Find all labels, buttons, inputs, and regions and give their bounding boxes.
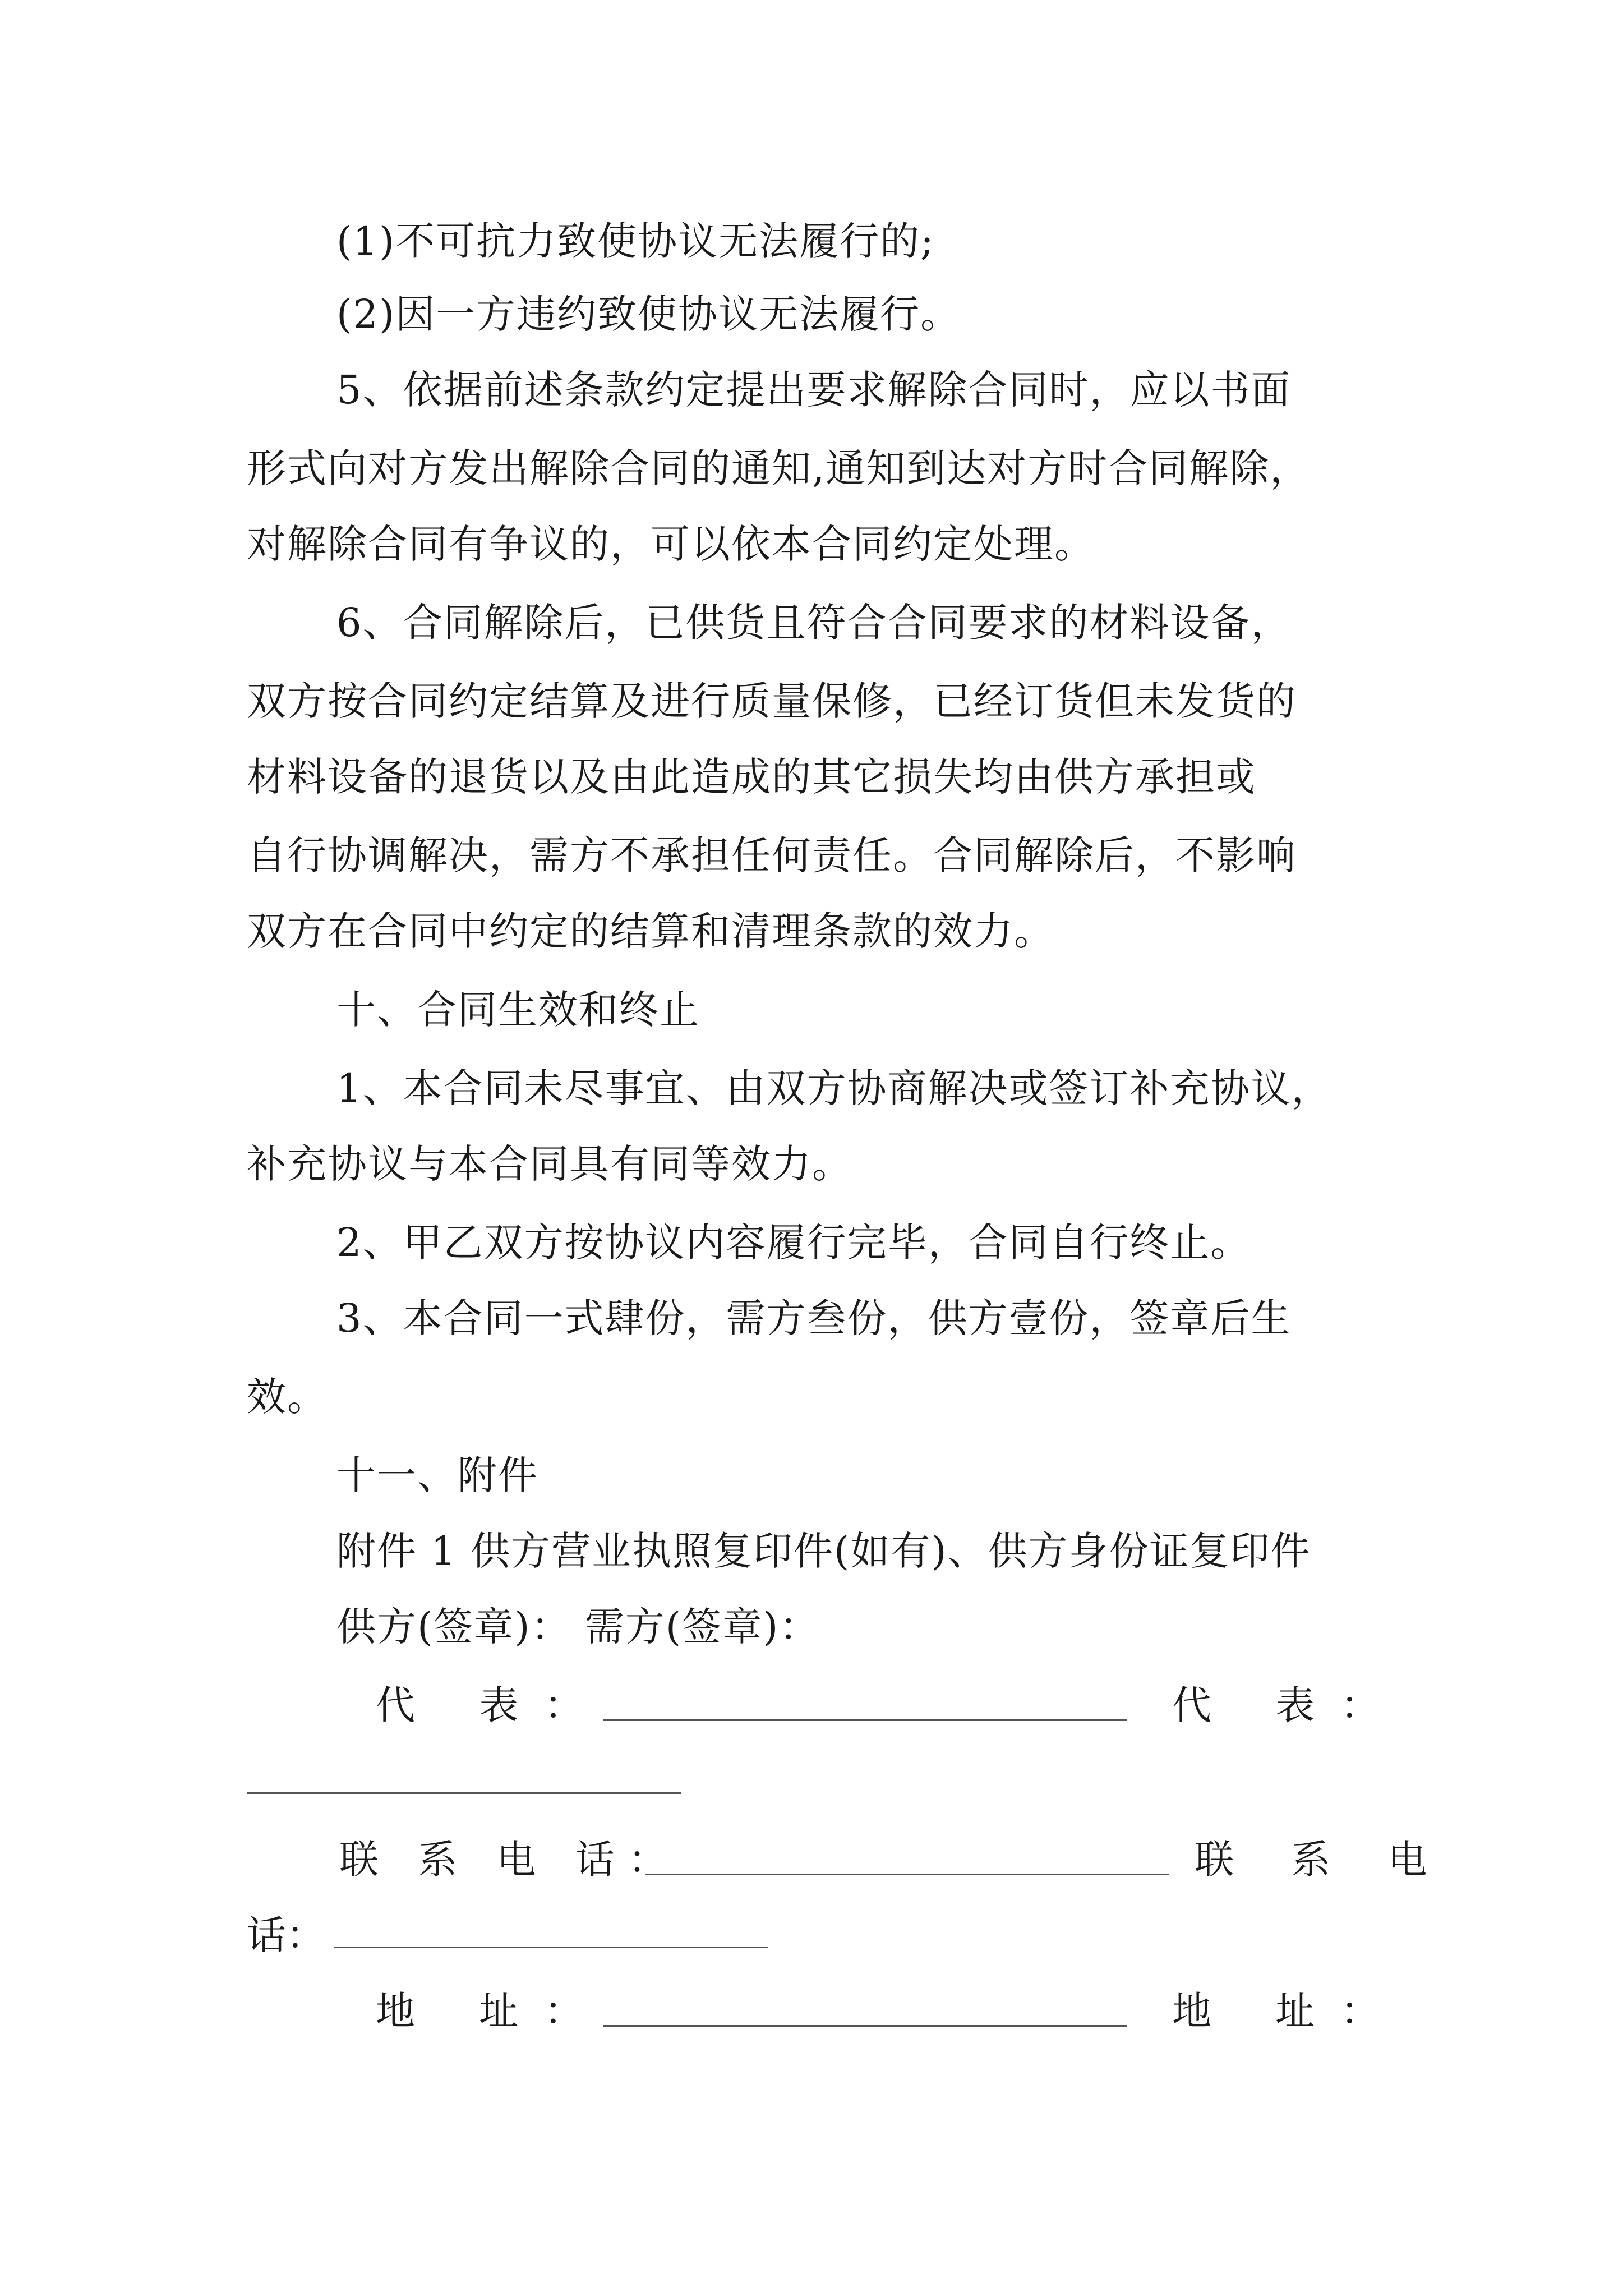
attachment-1: 附件 1 供方营业执照复印件(如有)、供方身份证复印件 <box>336 1528 1311 1574</box>
rep-label-supplier: 代 表： <box>376 1682 610 1728</box>
address-label-supplier: 地 址： <box>376 1988 610 2034</box>
phone-blank-buyer <box>334 1947 768 1948</box>
section-10-item-1-line-1: 1、本合同未尽事宜、由双方协商解决或签订补充协议， <box>336 1065 1332 1111</box>
section-10-item-3-line-2: 效。 <box>247 1374 328 1420</box>
address-label-buyer: 地 址： <box>1172 1988 1406 2034</box>
signature-parties-line: 供方(签章)： 需方(签章)： <box>336 1604 820 1650</box>
rep-blank-supplier <box>603 1719 1127 1721</box>
section-10-item-2: 2、甲乙双方按协议内容履行完毕，合同自行终止。 <box>336 1220 1251 1266</box>
paragraph-6-line-5: 双方在合同中约定的结算和清理条款的效力。 <box>247 908 1054 954</box>
paragraph-6-line-1: 6、合同解除后，已供货且符合合同要求的材料设备， <box>336 600 1292 646</box>
rep-label-buyer: 代 表： <box>1172 1682 1406 1728</box>
paragraph-6-line-4: 自行协调解决，需方不承担任何责任。合同解除后，不影响 <box>247 832 1297 878</box>
paragraph-5-line-2: 形式向对方发出解除合同的通知,通知到达对方时合同解除， <box>247 445 1311 491</box>
section-10-heading: 十、合同生效和终止 <box>336 987 700 1033</box>
phone-blank-supplier <box>645 1874 1169 1875</box>
phone-label-buyer: 联 系 电 <box>1195 1837 1450 1883</box>
section-11-heading: 十一、附件 <box>336 1452 538 1498</box>
clause-item-2: (2)因一方违约致使协议无法履行。 <box>336 291 961 337</box>
address-blank-supplier <box>603 2025 1127 2027</box>
paragraph-6-line-2: 双方按合同约定结算及进行质量保修，已经订货但未发货的 <box>247 678 1297 724</box>
paragraph-5-line-1: 5、依据前述条款约定提出要求解除合同时，应以书面 <box>336 367 1292 413</box>
rep-blank-buyer <box>247 1792 681 1794</box>
clause-item-1: (1)不可抗力致使协议无法履行的; <box>336 218 935 264</box>
section-10-item-1-line-2: 补充协议与本合同具有同等效力。 <box>247 1141 852 1187</box>
section-10-item-3-line-1: 3、本合同一式肆份，需方叁份，供方壹份，签章后生 <box>336 1295 1292 1341</box>
phone-label-buyer-cont: 话： <box>247 1912 325 1958</box>
paragraph-5-line-3: 对解除合同有争议的，可以依本合同约定处理。 <box>247 521 1095 567</box>
phone-label-supplier: 联 系 电 话： <box>339 1837 681 1883</box>
paragraph-6-line-3: 材料设备的退货以及由此造成的其它损失均由供方承担或 <box>247 754 1256 800</box>
